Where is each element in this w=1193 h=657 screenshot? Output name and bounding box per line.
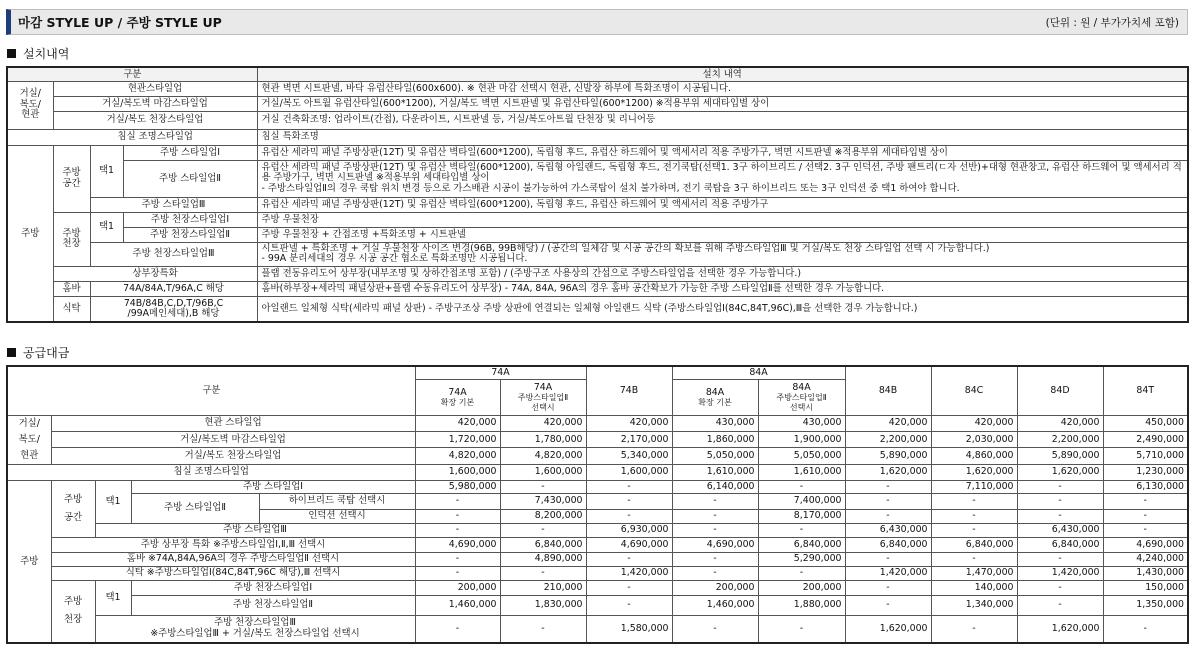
- price-cell: 8,200,000: [500, 509, 586, 523]
- price-cell: 420,000: [845, 415, 931, 431]
- table-row: [7, 111, 1188, 129]
- table-row: [7, 448, 1188, 464]
- table-row: [7, 145, 1188, 160]
- price-cell: -: [500, 615, 586, 643]
- header-note: 주방스타일업Ⅱ 선택시: [776, 393, 827, 412]
- price-cell: 6,930,000: [586, 523, 672, 537]
- section-install-heading: [7, 45, 69, 62]
- header-84C: 84C: [931, 366, 1017, 415]
- price-table: [6, 365, 1189, 644]
- price-cell: -: [931, 552, 1017, 566]
- header-84A-style2: [758, 379, 845, 415]
- row-label: 주방 천장스타일업Ⅰ: [131, 580, 415, 595]
- row-detail: 홈바(하부장+세라믹 패널상판+플랩 수동유리도어 상부장) - 74A, 84A, 96A의 경우 홈바 공간확보가 가능한 주방 스타일업Ⅱ를 선택한 경우 가능합니다.: [257, 281, 1188, 296]
- price-cell: 1,900,000: [758, 431, 845, 447]
- row-condition: 74B/84B,C,D,T/96B,C /99A메인세대),B 해당: [90, 296, 257, 322]
- row-label: 거실/복도벽 마감스타일업: [51, 431, 415, 447]
- price-cell: -: [931, 615, 1017, 643]
- price-cell: -: [672, 615, 758, 643]
- price-cell: -: [415, 552, 500, 566]
- group-living-label: 거실/ 복도/ 현관: [7, 415, 51, 464]
- price-cell: 4,690,000: [415, 537, 500, 552]
- price-cell: 1,620,000: [1017, 615, 1103, 643]
- table-row: [7, 281, 1188, 296]
- header-type: 84A: [705, 386, 725, 398]
- price-cell: -: [500, 566, 586, 580]
- square-bullet-icon: [7, 49, 16, 58]
- row-detail: 거실 건축화조명: 업라이트(간접), 다운라이트, 시트판넬 등, 거실/복도아트월 단천장 및 리니어등: [257, 111, 1188, 129]
- select-one-label: 택1: [90, 212, 123, 242]
- price-cell: 6,130,000: [1103, 480, 1188, 493]
- header-group-74A: 74A: [415, 366, 586, 379]
- row-name: 주방 천장스타일업Ⅲ: [90, 242, 257, 266]
- row-detail: 유럽산 세라믹 패널 주방상판(12T) 및 유럽산 벽타일(600*1200), 독립형 후드, 유럽산 하드웨어 및 액세서리 적용 주방가구, 벽면 시트판넬 ※적용부위 세대타입별 상이: [257, 145, 1188, 160]
- price-cell: 1,610,000: [758, 464, 845, 480]
- row-detail: 주방 우물천장: [257, 212, 1188, 227]
- table-row: [7, 296, 1188, 322]
- row-label: 주방 스타일업Ⅲ: [95, 523, 415, 537]
- table-row: [7, 227, 1188, 242]
- table-row: [7, 523, 1188, 537]
- price-cell: 5,050,000: [758, 448, 845, 464]
- price-cell: 2,490,000: [1103, 431, 1188, 447]
- price-cell: -: [586, 580, 672, 595]
- price-cell: 5,290,000: [758, 552, 845, 566]
- price-cell: 1,340,000: [931, 595, 1017, 615]
- price-cell: 7,110,000: [931, 480, 1017, 493]
- price-cell: -: [672, 523, 758, 537]
- price-cell: -: [845, 509, 931, 523]
- row-name: 현관스타일업: [53, 81, 257, 96]
- price-cell: 1,580,000: [586, 615, 672, 643]
- price-cell: 4,240,000: [1103, 552, 1188, 566]
- table-row: [7, 615, 1188, 643]
- price-cell: 200,000: [415, 580, 500, 595]
- square-bullet-icon: [7, 348, 16, 357]
- table-row: [7, 580, 1188, 595]
- price-cell: 140,000: [931, 580, 1017, 595]
- price-cell: -: [586, 480, 672, 493]
- table-row: [7, 493, 1188, 509]
- price-cell: 4,890,000: [500, 552, 586, 566]
- price-cell: 4,690,000: [586, 537, 672, 552]
- price-cell: -: [672, 509, 758, 523]
- price-cell: 5,980,000: [415, 480, 500, 493]
- price-cell: 6,430,000: [1017, 523, 1103, 537]
- price-cell: 430,000: [758, 415, 845, 431]
- price-cell: -: [845, 480, 931, 493]
- price-cell: 420,000: [1017, 415, 1103, 431]
- row-detail: 플랩 전동유리도어 상부장(내부조명 및 상하간접조명 포함) / (주방구조 사용상의 간섭으로 주방스타일업을 선택한 경우 가능합니다.): [257, 266, 1188, 281]
- table-row: [7, 431, 1188, 447]
- select-one-label: 택1: [95, 580, 131, 615]
- row-name: 주방 스타일업Ⅰ: [123, 145, 257, 160]
- table-row: [7, 212, 1188, 227]
- price-cell: -: [845, 552, 931, 566]
- price-cell: 6,840,000: [500, 537, 586, 552]
- header-note: 확장 기본: [440, 398, 475, 407]
- price-cell: -: [845, 580, 931, 595]
- price-cell: -: [1017, 509, 1103, 523]
- price-cell: 1,610,000: [672, 464, 758, 480]
- row-name: 홈바: [53, 281, 90, 296]
- price-cell: 7,400,000: [758, 493, 845, 509]
- price-cell: 7,430,000: [500, 493, 586, 509]
- select-one-label: 택1: [95, 480, 131, 523]
- price-cell: 1,230,000: [1103, 464, 1188, 480]
- price-cell: 1,460,000: [672, 595, 758, 615]
- row-label: 주방 천장스타일업Ⅲ ※주방스타일업Ⅲ + 거실/복도 천장스타일업 선택시: [95, 615, 415, 643]
- price-cell: -: [1017, 595, 1103, 615]
- price-cell: 4,820,000: [500, 448, 586, 464]
- price-cell: 1,830,000: [500, 595, 586, 615]
- table-row: [7, 464, 1188, 480]
- header-detail: 설치 내역: [257, 67, 1188, 81]
- price-cell: 420,000: [415, 415, 500, 431]
- header-group-84A: 84A: [672, 366, 845, 379]
- table-row: [7, 480, 1188, 493]
- price-cell: -: [415, 523, 500, 537]
- table-row: [7, 595, 1188, 615]
- row-detail: 침실 특화조명: [257, 129, 1188, 145]
- price-cell: -: [1017, 480, 1103, 493]
- row-label: 주방 스타일업Ⅰ: [131, 480, 415, 493]
- row-name: 거실/복도벽 마감스타일업: [53, 96, 257, 111]
- install-detail-table: [6, 66, 1189, 323]
- sub-ceiling-label: 주방 천장: [51, 580, 95, 643]
- price-cell: 6,840,000: [845, 537, 931, 552]
- row-label: 주방 상부장 특화 ※주방스타일업Ⅰ,Ⅱ,Ⅲ 선택시: [51, 537, 415, 552]
- price-cell: 2,200,000: [845, 431, 931, 447]
- price-cell: 5,050,000: [672, 448, 758, 464]
- price-cell: 2,170,000: [586, 431, 672, 447]
- table-row: [7, 242, 1188, 266]
- row-name: 주방 스타일업Ⅱ: [123, 160, 257, 197]
- price-cell: 200,000: [758, 580, 845, 595]
- table-row: [7, 81, 1188, 96]
- row-name: 침실 조명스타일업: [7, 129, 257, 145]
- price-cell: -: [1103, 523, 1188, 537]
- price-cell: -: [1103, 615, 1188, 643]
- price-cell: 1,600,000: [415, 464, 500, 480]
- section-price-heading: [7, 344, 69, 361]
- price-cell: 420,000: [931, 415, 1017, 431]
- header-84T: 84T: [1103, 366, 1188, 415]
- header-74A-basic: [415, 379, 500, 415]
- price-cell: -: [758, 615, 845, 643]
- header-type: 74A: [448, 386, 467, 398]
- row-name: 식탁: [53, 296, 90, 322]
- price-cell: -: [586, 509, 672, 523]
- price-cell: 1,620,000: [845, 615, 931, 643]
- section-price-label: 공급대금: [23, 346, 70, 360]
- price-cell: 200,000: [672, 580, 758, 595]
- price-cell: -: [586, 552, 672, 566]
- price-cell: 1,600,000: [586, 464, 672, 480]
- price-cell: -: [500, 480, 586, 493]
- section-install-label: 설치내역: [23, 47, 70, 61]
- header-74B: 74B: [586, 366, 672, 415]
- price-cell: -: [931, 493, 1017, 509]
- price-cell: -: [931, 509, 1017, 523]
- header-type: 74A: [533, 381, 553, 393]
- row-condition: 74A/84A,T/96A,C 해당: [90, 281, 257, 296]
- price-cell: -: [931, 523, 1017, 537]
- price-cell: 1,350,000: [1103, 595, 1188, 615]
- price-cell: -: [1017, 580, 1103, 595]
- price-cell: 5,340,000: [586, 448, 672, 464]
- price-cell: 1,880,000: [758, 595, 845, 615]
- price-cell: 450,000: [1103, 415, 1188, 431]
- page-title: 마감 STYLE UP / 주방 STYLE UP: [18, 15, 222, 30]
- price-cell: 6,140,000: [672, 480, 758, 493]
- table-row: [7, 197, 1188, 212]
- price-cell: 1,460,000: [415, 595, 500, 615]
- price-cell: 1,600,000: [500, 464, 586, 480]
- price-cell: 1,720,000: [415, 431, 500, 447]
- select-one-label: 택1: [90, 145, 123, 197]
- price-cell: 4,690,000: [672, 537, 758, 552]
- price-cell: 4,860,000: [931, 448, 1017, 464]
- row-detail: 아일랜드 일체형 식탁(세라믹 패널 상판) - 주방구조상 주방 상판에 연결되는 일체형 아일랜드 식탁 (주방스타일업Ⅰ(84C,84T,96C),Ⅲ을 선택한 경우 가능합니다.): [257, 296, 1188, 322]
- price-cell: -: [1103, 493, 1188, 509]
- price-cell: -: [1103, 509, 1188, 523]
- price-cell: -: [758, 480, 845, 493]
- price-cell: -: [415, 493, 500, 509]
- table-row: [7, 129, 1188, 145]
- row-label: 침실 조명스타일업: [7, 464, 415, 480]
- header-category: 구분: [7, 67, 257, 81]
- table-header-row: [7, 67, 1188, 81]
- price-cell: -: [500, 523, 586, 537]
- price-cell: 1,620,000: [1017, 464, 1103, 480]
- header-type: 84A: [792, 381, 811, 393]
- table-row: [7, 415, 1188, 431]
- table-header-row: [7, 366, 1188, 379]
- price-cell: 5,710,000: [1103, 448, 1188, 464]
- price-cell: -: [672, 552, 758, 566]
- price-cell: -: [586, 595, 672, 615]
- table-row: [7, 566, 1188, 580]
- header-84B: 84B: [845, 366, 931, 415]
- price-cell: 1,420,000: [845, 566, 931, 580]
- price-cell: 5,890,000: [845, 448, 931, 464]
- price-cell: 1,420,000: [586, 566, 672, 580]
- price-cell: -: [1017, 493, 1103, 509]
- price-cell: -: [672, 493, 758, 509]
- header-84D: 84D: [1017, 366, 1103, 415]
- sub-space-label: 주방 공간: [53, 145, 90, 212]
- price-cell: 1,620,000: [931, 464, 1017, 480]
- row-name: 주방 천장스타일업Ⅰ: [123, 212, 257, 227]
- price-cell: -: [672, 566, 758, 580]
- table-row: [7, 537, 1188, 552]
- table-row: [7, 96, 1188, 111]
- row-label: 주방 천장스타일업Ⅱ: [131, 595, 415, 615]
- unit-note: (단위 : 원 / 부가가치세 포함): [1045, 16, 1179, 29]
- row-option: 인덕션 선택시: [259, 509, 415, 523]
- price-cell: 6,840,000: [931, 537, 1017, 552]
- price-cell: 6,840,000: [1017, 537, 1103, 552]
- price-cell: -: [758, 523, 845, 537]
- table-row: [7, 552, 1188, 566]
- row-detail: 주방 우물천장 + 간접조명 +특화조명 + 시트판넬: [257, 227, 1188, 242]
- row-detail: 유럽산 세라믹 패널 주방상판(12T) 및 유럽산 벽타일(600*1200), 독립형 후드, 유럽산 하드웨어 및 액세서리 적용 주방가구: [257, 197, 1188, 212]
- price-cell: -: [415, 615, 500, 643]
- price-cell: -: [1017, 552, 1103, 566]
- price-cell: -: [758, 566, 845, 580]
- price-cell: 6,840,000: [758, 537, 845, 552]
- sub-ceiling-label: 주방 천장: [53, 212, 90, 266]
- price-cell: -: [415, 509, 500, 523]
- row-label: 홈바 ※74A,84A,96A의 경우 주방스타일업Ⅱ 선택시: [51, 552, 415, 566]
- price-cell: 420,000: [586, 415, 672, 431]
- price-cell: 1,620,000: [845, 464, 931, 480]
- price-cell: 1,420,000: [1017, 566, 1103, 580]
- header-84A-basic: [672, 379, 758, 415]
- price-cell: 1,470,000: [931, 566, 1017, 580]
- row-name: 주방 스타일업Ⅲ: [90, 197, 257, 212]
- table-row: [7, 266, 1188, 281]
- row-label: 거실/복도 천장스타일업: [51, 448, 415, 464]
- price-cell: 1,860,000: [672, 431, 758, 447]
- row-detail: 현관 벽면 시트판넬, 바닥 유럽산타일(600x600). ※ 현관 마감 선택시 현관, 신발장 하부에 특화조명이 시공됩니다.: [257, 81, 1188, 96]
- price-cell: 2,030,000: [931, 431, 1017, 447]
- row-detail: 시트판넬 + 특화조명 + 거실 우물천장 사이즈 변경(96B, 99B해당) / (공간의 일체감 및 시공 공간의 확보를 위해 주방스타일업Ⅲ 및 거실/복도 천장 스타일업 선택 시 가능합니다.) - 99A 분리세대의 경우 시공 공간 협소로 특화조명만 시공됩니다.: [257, 242, 1188, 266]
- sub-space-label: 주방 공간: [51, 480, 95, 537]
- row-name: 상부장특화: [53, 266, 257, 281]
- price-cell: -: [845, 595, 931, 615]
- price-cell: -: [586, 493, 672, 509]
- price-cell: 4,690,000: [1103, 537, 1188, 552]
- row-label: 현관 스타일업: [51, 415, 415, 431]
- price-cell: 6,430,000: [845, 523, 931, 537]
- price-cell: 420,000: [500, 415, 586, 431]
- header-category: 구분: [7, 366, 415, 415]
- row-detail: 유럽산 세라믹 패널 주방상판(12T) 및 유럽산 벽타일(600*1200), 독립형 아일랜드, 독립형 후드, 전기쿡탑(선택1. 3구 하이브리드 / 선택2. 3구 인덕션, 주방 팬트리(ㄷ자 선반)+대형 현관창고, 유럽산 하드웨어 및 액세서리 적용 주방가구, 벽면 시트판넬 ※적용부위 세대타입별 상이 - 주방스타일업Ⅱ의 경우 쿡탑 위치 변경 등으로 가스배관 시공이 불가능하여 가스쿡탑이 설치 불가하며, 전기 쿡탑을 3구 하이브리드 또는 3구 인덕션 중 택1 하여야 합니다.: [257, 160, 1188, 197]
- price-cell: 430,000: [672, 415, 758, 431]
- price-cell: 210,000: [500, 580, 586, 595]
- row-option: 하이브리드 쿡탑 선택시: [259, 493, 415, 509]
- row-label: 주방 스타일업Ⅱ: [131, 493, 259, 523]
- header-note: 주방스타일업Ⅱ 선택시: [517, 393, 569, 412]
- price-cell: -: [415, 566, 500, 580]
- group-kitchen-label: 주방: [7, 480, 51, 643]
- group-living-label: 거실/ 복도/ 현관: [7, 81, 53, 129]
- group-kitchen-label: 주방: [7, 145, 53, 322]
- row-name: 거실/복도 천장스타일업: [53, 111, 257, 129]
- price-cell: 1,430,000: [1103, 566, 1188, 580]
- price-cell: -: [845, 493, 931, 509]
- price-cell: 150,000: [1103, 580, 1188, 595]
- header-note: 확장 기본: [698, 398, 732, 407]
- title-bar: [6, 9, 1188, 35]
- row-label: 식탁 ※주방스타일업Ⅰ(84C,84T,96C 해당),Ⅲ 선택시: [51, 566, 415, 580]
- price-cell: 5,890,000: [1017, 448, 1103, 464]
- price-cell: 8,170,000: [758, 509, 845, 523]
- price-cell: 2,200,000: [1017, 431, 1103, 447]
- price-cell: 1,780,000: [500, 431, 586, 447]
- header-74A-style2: [500, 379, 586, 415]
- row-detail: 거실/복도 아트월 유럽산타일(600*1200), 거실/복도 벽면 시트판넬 및 유럽산타일(600*1200) ※적용부위 세대타입별 상이: [257, 96, 1188, 111]
- table-row: [7, 160, 1188, 197]
- row-name: 주방 천장스타일업Ⅱ: [123, 227, 257, 242]
- price-cell: 4,820,000: [415, 448, 500, 464]
